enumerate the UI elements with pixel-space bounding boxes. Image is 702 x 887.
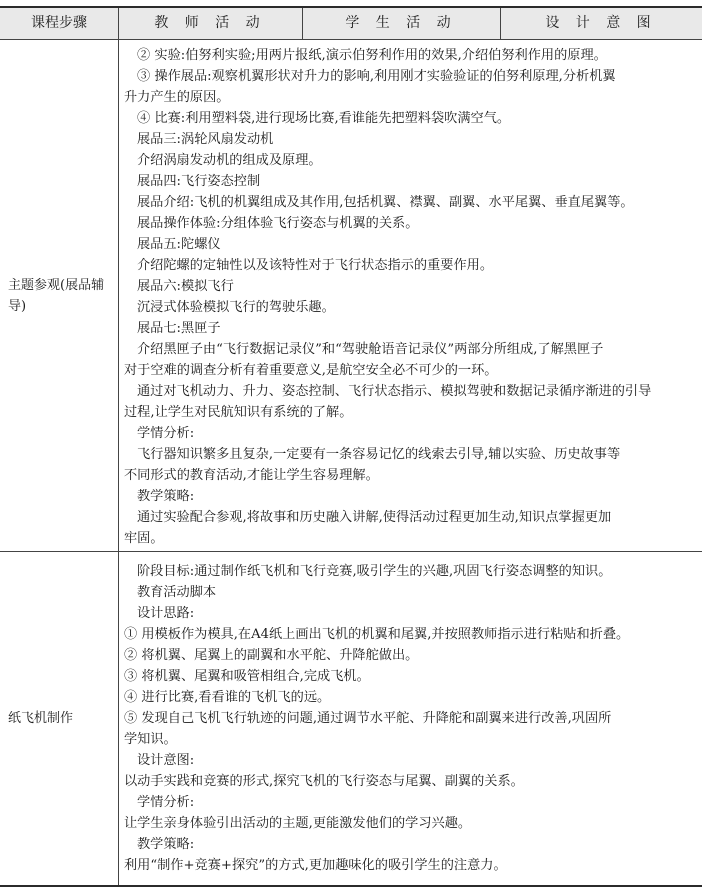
content-line: 设计意图: (137, 753, 195, 768)
content-line: 介绍涡扇发动机的组成及原理。 (137, 153, 322, 168)
row-content-paper-plane (124, 561, 694, 876)
content-line: 展品三:涡轮风扇发动机 (137, 132, 274, 147)
content-line: 升力产生的原因。 (124, 90, 230, 105)
content-line: ⑤ 发现自己飞机飞行轨迹的问题,通过调节水平舵、升降舵和副翼来进行改善,巩固所 (124, 711, 612, 726)
content-line: 利用“制作+竞赛+探究”的方式,更加趣味化的吸引学生的注意力。 (124, 858, 507, 873)
content-line: 介绍陀螺的定轴性以及该特性对于飞行状态指示的重要作用。 (137, 258, 494, 273)
content-line: 沉浸式体验模拟飞行的驾驶乐趣。 (137, 300, 335, 315)
content-line: ① 用模板作为模具,在A4纸上画出飞机的机翼和尾翼,并按照教师指示进行粘贴和折叠。 (124, 627, 630, 642)
content-line: 通过对飞机动力、升力、姿态控制、飞行状态指示、模拟驾驶和数据记录循序渐进的引导 (137, 384, 652, 399)
content-line: 展品四:飞行姿态控制 (137, 174, 261, 189)
content-line: 展品介绍:飞机的机翼组成及其作用,包括机翼、襟翼、副翼、水平尾翼、垂直尾翼等。 (137, 195, 634, 210)
content-line: ③ 将机翼、尾翼和吸管相组合,完成飞机。 (124, 669, 370, 684)
content-line: 对于空难的调查分析有着重要意义,是航空安全必不可少的一环。 (124, 363, 498, 378)
content-line: 牢固。 (124, 531, 164, 546)
content-line: 学情分析: (137, 426, 195, 441)
header-teacher-activity: 教 师 活 动 (154, 15, 266, 31)
header-student-activity: 学 生 活 动 (345, 15, 457, 31)
row-divider (0, 551, 702, 552)
header-divider (302, 8, 303, 39)
content-line: 设计思路: (137, 606, 195, 621)
content-line: 以动手实践和竞赛的形式,探究飞机的飞行姿态与尾翼、副翼的关系。 (124, 774, 524, 789)
step-column-divider (118, 8, 119, 885)
content-line: 过程,让学生对民航知识有系统的了解。 (124, 405, 353, 420)
content-line: ② 将机翼、尾翼上的副翼和水平舵、升降舵做出。 (124, 648, 419, 663)
row-content-tour (124, 45, 694, 549)
content-line: ④ 进行比赛,看看谁的飞机飞的远。 (124, 690, 331, 705)
content-line: 展品五:陀螺仪 (137, 237, 221, 252)
header-bottom-rule (0, 39, 702, 40)
header-divider (500, 8, 501, 39)
content-line: 阶段目标:通过制作纸飞机和飞行竞赛,吸引学生的兴趣,巩固飞行姿态调整的知识。 (137, 564, 612, 579)
content-line: 教学策略: (137, 837, 195, 852)
content-line: 展品七:黑匣子 (137, 321, 221, 336)
header-design-intent: 设 计 意 图 (545, 15, 657, 31)
header-course-step: 课程步骤 (31, 15, 87, 31)
content-line: 通过实验配合参观,将故事和历史融入讲解,使得活动过程更加生动,知识点掌握更加 (137, 510, 612, 525)
content-line: 介绍黑匣子由“飞行数据记录仪”和“驾驶舱语音记录仪”两部分所组成,了解黑匣子 (137, 342, 604, 357)
content-line: ③ 操作展品:观察机翼形状对升力的影响,利用刚才实验验证的伯努利原理,分析机翼 (137, 69, 616, 84)
row-step-tour: 主题参观(展品辅导) (8, 278, 105, 314)
content-line: ② 实验:伯努利实验;用两片报纸,演示伯努利作用的效果,介绍伯努利作用的原理。 (137, 48, 607, 63)
row-step-paper-plane: 纸飞机制作 (8, 711, 74, 726)
content-line: 飞行器知识繁多且复杂,一定要有一条容易记忆的线索去引导,辅以实验、历史故事等 (137, 447, 621, 462)
content-line: 学情分析: (137, 795, 195, 810)
content-line: 学知识。 (124, 732, 177, 747)
content-line: 展品操作体验:分组体验飞行姿态与机翼的关系。 (137, 216, 419, 231)
content-line: 教育活动脚本 (137, 585, 217, 600)
content-line: 教学策略: (137, 489, 195, 504)
content-line: 展品六:模拟飞行 (137, 279, 234, 294)
content-line: 让学生亲身体验引出活动的主题,更能激发他们的学习兴趣。 (124, 816, 472, 831)
content-line: ④ 比赛:利用塑料袋,进行现场比赛,看谁能先把塑料袋吹满空气。 (137, 111, 511, 126)
content-line: 不同形式的教育活动,才能让学生容易理解。 (124, 468, 379, 483)
